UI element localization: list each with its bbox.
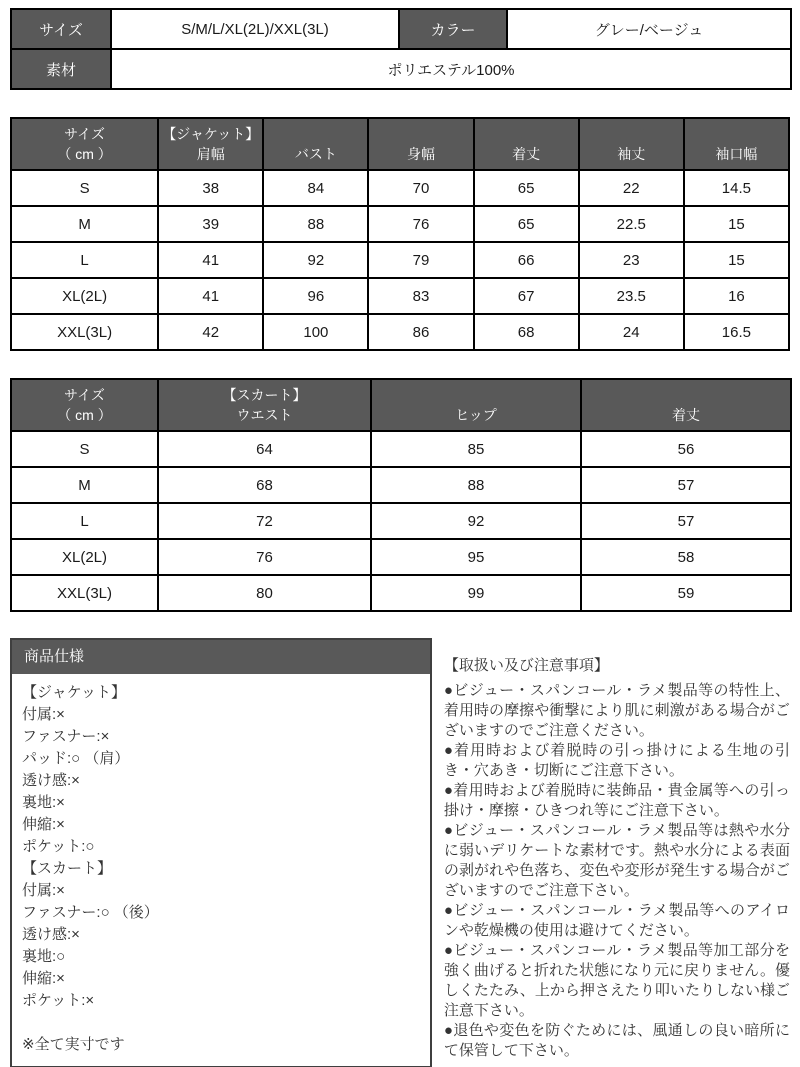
cell-value: 68 [158,467,371,503]
cell-value: 38 [158,170,263,206]
product-spec-box [10,638,432,1067]
cell-value: 70 [368,170,473,206]
table-row [11,170,789,206]
cell-value: 92 [263,242,368,278]
spec-box-title: 商品仕様 [12,640,430,674]
cell-value: 24 [579,314,684,350]
note-item: ●ビジュー・スパンコール・ラメ製品等の特性上、着用時の摩擦や衝撃により肌に刺激がある場合がございますのでご注意ください。 [443,682,790,739]
material-label-cell: 素材 [11,49,111,89]
cell-value: 59 [581,575,791,611]
material-value-cell: ポリエステル100% [111,49,791,89]
cell-value: 64 [158,431,371,467]
cell-value: 92 [371,503,581,539]
cell-value: 22.5 [579,206,684,242]
cell-size: XXL(3L) [11,314,158,350]
size-label-cell: サイズ [11,9,111,49]
cell-value: 79 [368,242,473,278]
jacket-header-row [11,118,789,170]
cell-value: 88 [371,467,581,503]
cell-value: 86 [368,314,473,350]
table-row [11,467,791,503]
cell-size: XXL(3L) [11,575,158,611]
column-header-size: サイズ （ cm ） [11,118,158,170]
table-row [11,575,791,611]
cell-value: 57 [581,467,791,503]
cell-value: 41 [158,242,263,278]
spec-line: ポケット:○ [22,838,95,855]
cell-size: L [11,242,158,278]
cell-value: 100 [263,314,368,350]
table-row [11,314,789,350]
cell-value: 14.5 [684,170,789,206]
bottom-section [10,638,790,1067]
jacket-size-table [10,117,790,351]
spec-line: 【スカート】 [22,860,113,877]
cell-value: 15 [684,242,789,278]
cell-value: 80 [158,575,371,611]
spec-line: 付属:× [22,882,65,899]
cell-value: 22 [579,170,684,206]
cell-value: 96 [263,278,368,314]
cell-size: XL(2L) [11,539,158,575]
skirt-size-table [10,378,792,612]
table-row [11,49,791,89]
spec-line: 伸縮:× [22,816,65,833]
spec-line: パッド:○ （肩） [22,750,130,767]
column-header-bust: バスト [263,118,368,170]
cell-value: 67 [474,278,579,314]
column-header-size: サイズ （ cm ） [11,379,158,431]
spec-box-body [12,674,430,1066]
column-header-waist: 【スカート】 ウエスト [158,379,371,431]
spec-blank-line [22,1012,420,1034]
table-row [11,242,789,278]
cell-value: 76 [158,539,371,575]
spec-measurement-note: ※全て実寸です [22,1036,125,1053]
cell-value: 56 [581,431,791,467]
note-item: ●ビジュー・スパンコール・ラメ製品等は熱や水分に弱いデリケートな素材です。熱や水分による表面の剥がれや色落ち、変色や変形が発生する場合がございますのでご注意下さい。 [443,822,790,899]
cell-value: 72 [158,503,371,539]
table-row [11,539,791,575]
spec-line: 付属:× [22,706,65,723]
cell-value: 83 [368,278,473,314]
spec-line: ファスナー:○ （後） [22,904,159,921]
table-row [11,9,791,49]
spec-line: ポケット:× [22,992,95,1009]
cell-value: 41 [158,278,263,314]
cell-value: 16 [684,278,789,314]
color-label-cell: カラー [399,9,507,49]
column-header-body-width: 身幅 [368,118,473,170]
column-header-sleeve-length: 袖丈 [579,118,684,170]
cell-value: 65 [474,170,579,206]
cell-value: 16.5 [684,314,789,350]
column-header-length: 着丈 [581,379,791,431]
table-row [11,278,789,314]
handling-notes-title: 【取扱い及び注意事項】 [443,657,609,674]
table-row [11,431,791,467]
cell-value: 65 [474,206,579,242]
size-value-cell: S/M/L/XL(2L)/XXL(3L) [111,9,399,49]
spec-line: 透け感:× [22,772,80,789]
cell-value: 99 [371,575,581,611]
column-header-hip: ヒップ [371,379,581,431]
cell-value: 58 [581,539,791,575]
cell-value: 88 [263,206,368,242]
cell-value: 66 [474,242,579,278]
cell-value: 23.5 [579,278,684,314]
spec-line: 伸縮:× [22,970,65,987]
cell-value: 68 [474,314,579,350]
column-header-shoulder: 【ジャケット】 肩幅 [158,118,263,170]
cell-value: 15 [684,206,789,242]
cell-size: XL(2L) [11,278,158,314]
skirt-header-row [11,379,791,431]
cell-value: 95 [371,539,581,575]
cell-value: 85 [371,431,581,467]
note-item: ●着用時および着脱時の引っ掛けによる生地の引き・穴あき・切断にご注意下さい。 [443,742,790,779]
spec-line: 裏地:○ [22,948,66,965]
spec-line: 裏地:× [22,794,65,811]
note-item: ●着用時および着脱時に装飾品・貴金属等への引っ掛け・摩擦・ひきつれ等にご注意下さい。 [443,782,790,819]
column-header-cuff-width: 袖口幅 [684,118,789,170]
cell-size: M [11,206,158,242]
color-value-cell: グレー/ベージュ [507,9,791,49]
handling-notes [444,638,790,1061]
spec-line: ファスナー:× [22,728,110,745]
table-row [11,206,789,242]
spec-line: 【ジャケット】 [22,684,126,701]
cell-size: M [11,467,158,503]
cell-value: 76 [368,206,473,242]
cell-size: S [11,431,158,467]
spec-line: 透け感:× [22,926,80,943]
note-item: ●ビジュー・スパンコール・ラメ製品等へのアイロンや乾燥機の使用は避けてください。 [443,902,790,939]
cell-value: 39 [158,206,263,242]
cell-size: S [11,170,158,206]
column-header-length: 着丈 [474,118,579,170]
table-row [11,503,791,539]
cell-value: 57 [581,503,791,539]
cell-value: 42 [158,314,263,350]
note-item: ●退色や変色を防ぐためには、風通しの良い暗所にて保管して下さい。 [443,1022,790,1059]
summary-table [10,8,792,90]
cell-size: L [11,503,158,539]
cell-value: 23 [579,242,684,278]
note-item: ●ビジュー・スパンコール・ラメ製品等加工部分を強く曲げると折れた状態になり元に戻りません。優しくたたみ、上から押さえたり叩いたりしない様ご注意下さい。 [443,942,790,1019]
cell-value: 84 [263,170,368,206]
